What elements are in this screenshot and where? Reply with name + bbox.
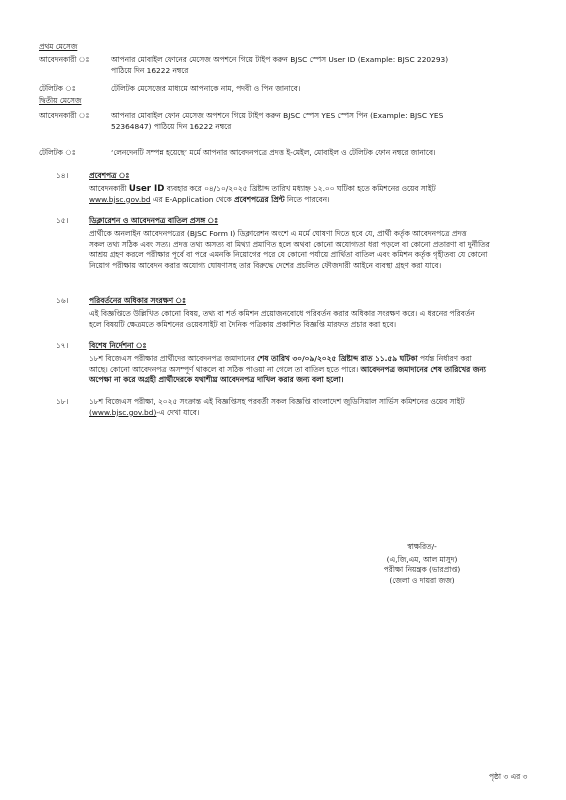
section-14-title: প্রবেশপত্র ঃ [89,171,130,180]
signed-mark: স্বাক্ষরিত/- [407,542,437,551]
first-message-heading: প্রথম মেসেজ [39,42,78,51]
section-15-number: ১৫। [56,216,69,225]
section-16-number: ১৬। [56,296,69,305]
section-14-body: আবেদনকারী User ID ব্যবহার করে ০৪/১০/২০২৫ খ্রিষ্টাব্দ তারিখ মধ্যাহ্ন ১২.০০ ঘটিকা হতে কমিশনের ওয়েব সাইট www.bjsc.gov.bd এর E-Application থেকে প্রবেশপত্রের প্রিন্ট নিতে পারবেন। [89,184,436,204]
second-message-text: আপনার মোবাইল ফোন মেসেজ অপশনে গিয়ে টাইপ করুন BJSC স্পেস YES স্পেস পিন (Example: BJSC YES 52364847) পাঠিয়ে দিন 16222 নম্বরে [111,111,444,131]
section-17-title: বিশেষ নির্দেশনা ঃ [89,341,147,350]
section-14-number: ১৪। [56,171,69,180]
applicant-label-1: আবেদনকারী ঃ [39,55,90,64]
second-message-heading: দ্বিতীয় মেসেজ [39,96,82,105]
section-18-number: ১৮। [56,397,69,406]
first-message-text: আপনার মোবাইল ফোনের মেসেজ অপশনে গিয়ে টাইপ করুন BJSC স্পেস User ID (Example: BJSC 220293) পাঠিয়ে দিন 16222 নম্বরে [111,55,449,75]
signatory-rank: (জেলা ও দায়রা জজ) [389,575,455,585]
section-15-title: ডিক্লারেশন ও আবেদনপত্র বাতিল প্রসঙ্গ ঃ [89,216,219,225]
section-16-body: এই বিজ্ঞপ্তিতে উল্লিখিত কোনো বিষয়, তথ্য বা শর্ত কমিশন প্রয়োজনবোধে পরিবর্তন করার অধিকার সংরক্ষণ করে। এ ধরনের পরিবর্তন হলে বিষয়টি ক্ষেত্রমতে কমিশনের ওয়েবসাইট বা দৈনিক পত্রিকায় প্রকাশিত বিজ্ঞপ্তি মারফত প্রচার করা হবে। [89,309,475,329]
section-18-body: ১৮শ বিজেএস পরীক্ষা, ২০২৫ সংক্রান্ত এই বিজ্ঞপ্তিসহ পরবর্তী সকল বিজ্ঞপ্তি বাংলাদেশ জুডিসিয়াল সার্ভিস কমিশনের ওয়েব সাইট (www.bjsc.gov.bd)-এ দেখা যাবে। [89,397,465,417]
section-17-body: ১৮শ বিজেএস পরীক্ষার প্রার্থীদের আবেদনপত্র জমাদানের শেষ তারিখ ৩০/০৯/২০২৫ খ্রিষ্টাব্দ রাত ১১.৫৯ ঘটিকা পর্যন্ত নির্ধারণ করা আছে। কোনো আবেদনপত্র অসম্পূর্ণ থাকলে বা সঠিক পাওয়া না গেলে তা বাতিল হতে পারে। আবেদনপত্র জমাদানের শেষ তারিখের জন্য অপেক্ষা না করে অগ্রহী প্রার্থীদেরকে যথাশীঘ্র আবেদনপত্র দাখিল করার জন্য বলা হলো। [89,354,486,385]
teletalk-label-2: টেলিটক ঃ [39,148,76,157]
teletalk-text-1: টেলিটক মেসেজের মাধ্যমে আপনাকে নাম, পদবী ও পিন জানাবে। [111,84,301,93]
signatory-name: (এ,জি,এম, আল মাসুদ) [386,554,458,564]
signature-block [347,542,497,586]
teletalk-label-1: টেলিটক ঃ [39,84,76,93]
bjsc-website-link-2[interactable]: (www.bjsc.gov.bd) [89,407,157,417]
section-17-number: ১৭। [56,341,69,350]
teletalk-text-2: ‘লেনদেনটি সম্পন্ন হয়েছে’ মর্মে আপনার আবেদনপত্রে প্রদত্ত ই-মেইল, মোবাইল ও টেলিটক ফোন নম্বরে জানাবে। [111,148,436,157]
section-15-body: প্রার্থীকে অনলাইন আবেদনপত্রের (BJSC Form I) ডিক্লারেশন অংশে এ মর্মে ঘোষণা দিতে হবে যে, প্রার্থী কর্তৃক আবেদনপত্রে প্রদত্ত সকল তথ্য সঠিক এবং সত্য। প্রদত্ত তথ্য অসত্য বা মিথ্যা প্রমাণিত হলে অথবা কোনো অযোগ্যতা ধরা পড়লে বা কোনো প্রতারণা বা দুর্নীতির আশ্রয় গ্রহণ করলে পরীক্ষার পূর্বে বা পরে এমনকি নিয়োগের পরে যে কোনো পর্যায়ে প্রার্থিতা বাতিল এবং কমিশন কর্তৃক গৃহীতব্য যে কোনো নিয়োগ পরীক্ষায় আবেদন করার অযোগ্য ঘোষণাসহ তার বিরুদ্ধে দেশের প্রচলিত ফৌজদারী আইনে ব্যবস্থা গ্রহণ করা যাবে। [89,229,490,270]
bjsc-website-link[interactable]: www.bjsc.gov.bd [89,194,151,204]
applicant-label-2: আবেদনকারী ঃ [39,111,90,120]
page-number: পৃষ্ঠা ৩ এর ৩ [489,772,528,781]
signatory-title: পরীক্ষা নিয়ন্ত্রক (ভারপ্রাপ্ত) [383,565,461,575]
section-16-title: পরিবর্তনের অধিকার সংরক্ষণ ঃ [89,296,186,305]
